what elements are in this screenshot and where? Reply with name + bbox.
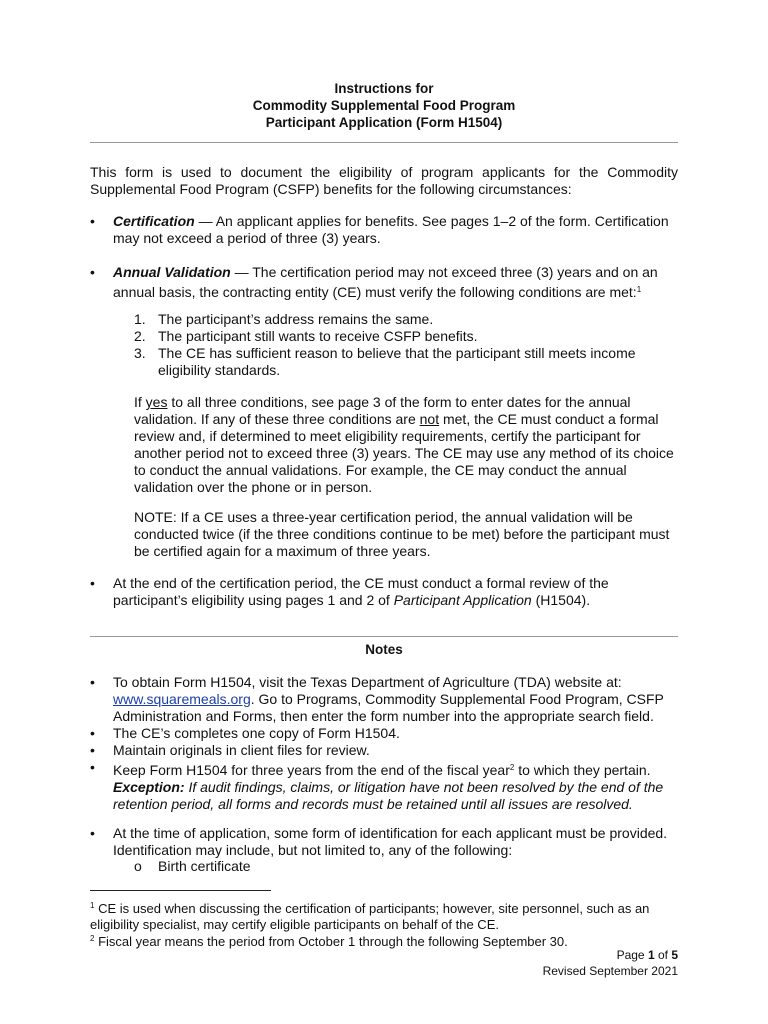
end-period-text-2: (H1504). — [531, 592, 591, 608]
bullet-certification — [90, 213, 678, 247]
note-one-copy — [90, 725, 678, 742]
condition-number: 2. — [134, 328, 146, 344]
bullet-dot: • — [90, 742, 95, 758]
condition-number: 1. — [134, 311, 146, 327]
three-year-note: NOTE: If a CE uses a three-year certification period, the annual validation will be conducted twice (if the three conditions continue to be met) before the participant must be certified again for a maximum of three years. — [134, 509, 670, 559]
page-prefix: Page — [616, 948, 648, 962]
bullet-dot: • — [90, 264, 95, 280]
annual-validation-text: — The certification period may not exceed three (3) years and on an annual basis, the contracting entity (CE) must verify the following conditions are met: — [113, 264, 658, 300]
note-maintain-originals — [90, 742, 678, 759]
if-yes-text-2: to all three conditions, see page 3 of the form to enter dates for the annual validation. If any of these three conditions are — [134, 394, 631, 427]
if-yes-text-1: If — [134, 394, 146, 410]
page-current: 1 — [647, 948, 655, 962]
obtain-text-1: To obtain Form H1504, visit the Texas Department of Agriculture (TDA) website at: — [113, 674, 622, 690]
obtain-text-2: . Go to Programs, Commodity Supplemental Food Program, CSFP Administration and Forms, then enter the form number into the appropriate search field. — [113, 691, 664, 724]
id-item-birth-certificate — [134, 858, 251, 875]
title-line-2: Commodity Supplemental Food Program — [252, 98, 516, 113]
footnote-separator — [90, 890, 271, 891]
note-keep-form — [90, 759, 678, 813]
condition-item — [134, 345, 674, 379]
participant-application-italic: Participant Application — [393, 592, 532, 608]
condition-number: 3. — [134, 345, 146, 361]
maintain-text: Maintain originals in client files for review. — [113, 742, 370, 758]
footnote-text: CE is used when discussing the certification of participants; however, site personnel, such as an eligibility specialist, may certify eligible participants on behalf of the CE. — [90, 901, 650, 932]
keep-text-1: Keep Form H1504 for three years from the end of the fiscal year — [113, 762, 510, 778]
note-obtain-form — [90, 674, 678, 725]
yes-underlined: yes — [145, 394, 168, 410]
condition-text: The CE has sufficient reason to believe that the participant still meets income eligibility standards. — [158, 345, 636, 378]
not-underlined: not — [419, 411, 440, 427]
annual-validation-instructions — [134, 394, 678, 496]
bullet-dot: • — [90, 575, 95, 591]
condition-item — [134, 311, 674, 328]
bullet-dot: • — [90, 674, 95, 690]
page-of: of — [654, 948, 672, 962]
footnote-ref-2: 2 — [509, 763, 515, 772]
footnote-number: 1 — [90, 901, 95, 910]
if-yes-text-3: met, the CE must conduct a formal review and, if determined to meet eligibility requirements, certify the participant for another period not to exceed three (3) years. The CE may use any method of its choice to conduct the annual validations. For example, the CE may conduct the annual validation over the phone or in person. — [134, 411, 674, 495]
footnote-1 — [90, 898, 690, 933]
exception-text: If audit findings, claims, or litigation have not been resolved by the end of the retention period, all forms and records must be retained until all issues are resolved. — [113, 779, 664, 812]
identification-text: At the time of application, some form of identification for each applicant must be provided. Identification may include, but not limited to, any of the following: — [113, 825, 668, 858]
bullet-annual-validation — [90, 264, 678, 301]
page-total: 5 — [671, 948, 678, 962]
footnote-ref-1: 1 — [636, 285, 642, 294]
id-item-text: Birth certificate — [158, 858, 251, 874]
notes-heading: Notes — [365, 642, 403, 657]
footnote-text: Fiscal year means the period from October 1 through the following September 30. — [94, 934, 568, 949]
hollow-bullet-icon: o — [134, 858, 142, 874]
condition-text: The participant’s address remains the same. — [158, 311, 434, 327]
certification-text: — An applicant applies for benefits. See pages 1–2 of the form. Certification may not exceed a period of three (3) years. — [113, 213, 669, 246]
bullet-dot: • — [90, 725, 95, 741]
title-line-1: Instructions for — [334, 81, 434, 96]
revised-date: Revised September 2021 — [542, 964, 678, 978]
note-identification — [90, 825, 678, 859]
bullet-dot: • — [90, 825, 95, 841]
intro-paragraph: This form is used to document the eligibility of program applicants for the Commodity Supplemental Food Program (CSFP) benefits for the following circumstances: — [90, 164, 678, 197]
condition-text: The participant still wants to receive CSFP benefits. — [158, 328, 478, 344]
document-title — [90, 80, 678, 131]
page-number — [617, 948, 678, 963]
squaremeals-link[interactable]: www.squaremeals.org — [113, 691, 251, 707]
footnote-number: 2 — [90, 934, 95, 943]
exception-label: Exception: — [113, 779, 185, 795]
annual-validation-term: Annual Validation — [113, 264, 231, 280]
title-line-3: Participant Application (Form H1504) — [265, 115, 503, 130]
keep-text-2: to which they pertain. — [514, 762, 651, 778]
one-copy-text: The CE’s completes one copy of Form H1504. — [113, 725, 400, 741]
bullet-dot: • — [90, 213, 95, 229]
bullet-dot: • — [90, 759, 95, 775]
conditions-list — [134, 311, 674, 379]
notes-divider — [90, 636, 678, 637]
end-period-text-1: At the end of the certification period, the CE must conduct a formal review of the participant’s eligibility using pages 1 and 2 of — [113, 575, 609, 608]
condition-item — [134, 328, 674, 345]
title-divider — [90, 142, 678, 143]
bullet-end-of-period — [90, 575, 678, 609]
certification-term: Certification — [113, 213, 195, 229]
footnote-2 — [90, 931, 690, 950]
